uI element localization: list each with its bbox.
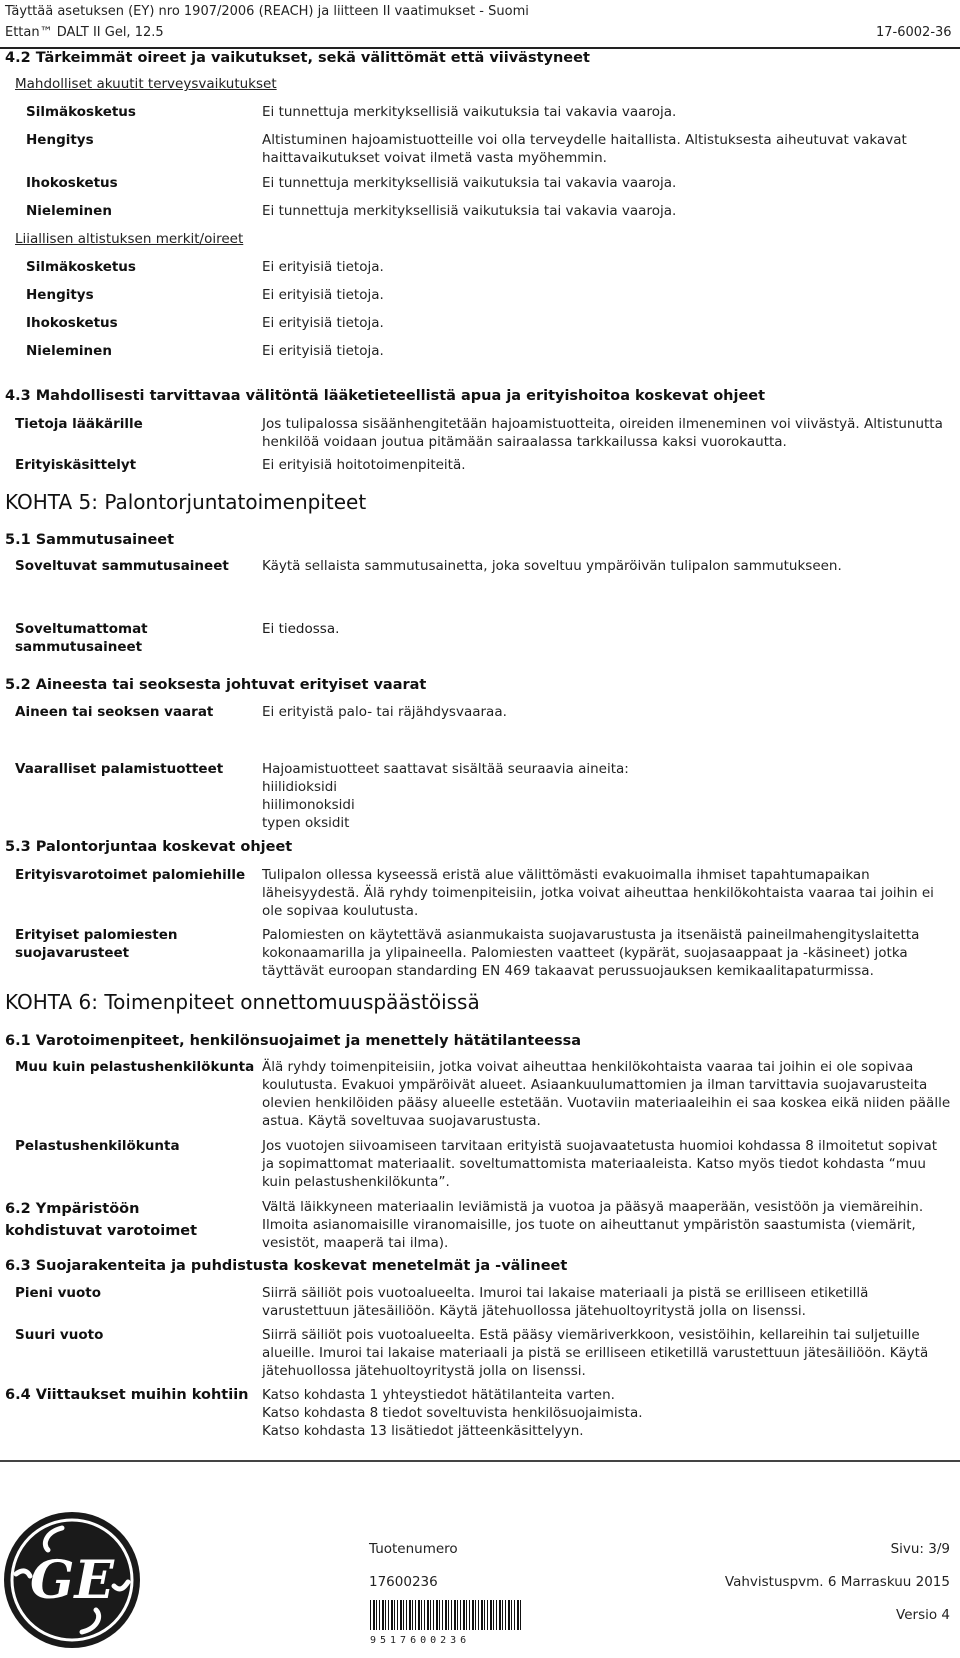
combustion-line: hiilidioksidi xyxy=(262,779,338,795)
approval-date: Vahvistuspvm. 6 Marraskuu 2015 xyxy=(724,1574,950,1590)
acute-ingestion-label: Nieleminen xyxy=(26,203,112,219)
document-code: 17-6002-36 xyxy=(876,25,952,40)
special-treatment-value: Ei erityisiä hoitotoimenpiteitä. xyxy=(262,457,466,473)
section-5-1-title: 5.1 Sammutusaineet xyxy=(5,532,175,548)
combustion-products-value xyxy=(262,760,952,832)
version: Versio 4 xyxy=(896,1607,950,1623)
small-spill-value: Siirrä säiliöt pois vuotoalueelta. Imuroi tai lakaise materiaali ja pistä se erilliseen etiketillä varustettuun jätesäiliöön. Käytä jätehuollossa jätehuoltoyritystä jolla on lisenssi. xyxy=(262,1285,869,1319)
section-6-title: KOHTA 6: Toimenpiteet onnettomuuspäästöissä xyxy=(5,990,480,1014)
firefighter-precautions-label: Erityisvarotoimet palomiehille xyxy=(15,867,246,883)
product-number-label: Tuotenumero xyxy=(369,1541,458,1557)
barcode-digits: 9517600236 xyxy=(370,1635,471,1646)
non-emergency-value: Älä ryhdy toimenpiteisiin, jotka voivat aiheuttaa henkilökohtaista vaaraa tai joihin ei ole sopivaa koulutusta. Evakuoi ympäröivät alueet. Asiaankuulumattomien ja ilman tarvittavia suojavarusteita olevien henkilöiden pääsy alueelle estetään. Vuotaviin materiaaleihin ei saa koskea eikä niiden päälle astua. Käytä soveltuvaa suojavarustusta. xyxy=(262,1059,951,1129)
acute-inhalation-value: Altistuminen hajoamistuotteille voi olla terveydelle haitallista. Altistuksesta aiheutuvat vakavat haittavaikutukset voivat ilmetä vasta myöhemmin. xyxy=(262,132,907,166)
acute-inhalation-label: Hengitys xyxy=(26,132,94,148)
over-ingestion-value: Ei erityisiä tietoja. xyxy=(262,343,384,359)
acute-eye-value: Ei tunnettuja merkityksellisiä vaikutuksia tai vakavia vaaroja. xyxy=(262,104,677,120)
acute-ingestion-value: Ei tunnettuja merkityksellisiä vaikutuksia tai vakavia vaaroja. xyxy=(262,203,677,219)
regulation-header: Täyttää asetuksen (EY) nro 1907/2006 (REACH) ja liitteen II vaatimukset - Suomi xyxy=(5,4,529,19)
suitable-media-value: Käytä sellaista sammutusainetta, joka soveltuu ympäröivän tulipalon sammutukseen. xyxy=(262,558,842,574)
barcode xyxy=(370,1600,522,1630)
emergency-responders-label: Pelastushenkilökunta xyxy=(15,1138,180,1154)
section-6-1-title: 6.1 Varotoimenpiteet, henkilönsuojaimet ja menettely hätätilanteessa xyxy=(5,1033,582,1049)
firefighter-precautions-value: Tulipalon ollessa kyseessä eristä alue välittömästi evakuoimalla ihmiset tapahtumapaikan läheisyydestä. Älä ryhdy toimenpiteisiin, jotka voivat aiheuttaa henkilökohtaista vaaraa tai joihin ei ole sopivaa koulutusta. xyxy=(262,867,934,919)
mixture-hazards-value: Ei erityistä palo- tai räjähdysvaaraa. xyxy=(262,704,507,720)
product-number: 17600236 xyxy=(369,1574,438,1590)
large-spill-value: Siirrä säiliöt pois vuotoalueelta. Estä pääsy viemäriverkkoon, vesistöihin, kellareihin tai suljetuille alueille. Imuroi tai lakaise materiaali ja pistä se erilliseen etiketillä varustettuun jätesäiliöön. Käytä jätehuollossa jätehuoltoyritystä jolla on lisenssi. xyxy=(262,1327,929,1379)
section-5-title: KOHTA 5: Palontorjuntatoimenpiteet xyxy=(5,490,367,514)
page-indicator: Sivu: 3/9 xyxy=(890,1541,950,1557)
overexposure-heading: Liiallisen altistuksen merkit/oireet xyxy=(15,231,244,247)
emergency-responders-value: Jos vuotojen siivoamiseen tarvitaan erityistä suojavaatetusta huomioi kohdassa 8 ilmoitetut sopivat ja sopimattomat materiaalit. soveltumattomista materiaaleista. Katso myös tiedot kohdasta “muu kuin pelastushenkilökunta”. xyxy=(262,1138,938,1190)
section-6-2-label: 6.2 Ympäristöön kohdistuvat varotoimet xyxy=(5,1201,198,1239)
section-5-3-title: 5.3 Palontorjuntaa koskevat ohjeet xyxy=(5,839,293,855)
over-skin-label: Ihokosketus xyxy=(26,315,118,331)
reference-line: Katso kohdasta 13 lisätiedot jätteenkäsittelyyn. xyxy=(262,1423,584,1439)
over-ingestion-label: Nieleminen xyxy=(26,343,112,359)
acute-skin-label: Ihokosketus xyxy=(26,175,118,191)
over-skin-value: Ei erityisiä tietoja. xyxy=(262,315,384,331)
product-name: Ettan™ DALT II Gel, 12.5 xyxy=(5,25,164,40)
over-inhalation-value: Ei erityisiä tietoja. xyxy=(262,287,384,303)
firefighter-equipment-value: Palomiesten on käytettävä asianmukaista suojavarustusta ja itsenäistä paineilmahengityslaitetta kokonaamarilla ja ylipaineella. Palomiesten vaatteet (kypärät, suojasaappaat ja -käsineet) jotka täyttävät euroopan standarding EN 469 takaavat perussuojauksen kemikaalitapaturmissa. xyxy=(262,927,920,979)
ge-logo-icon xyxy=(2,1510,142,1650)
over-eye-label: Silmäkosketus xyxy=(26,259,136,275)
firefighter-equipment-label: Erityiset palomiesten suojavarusteet xyxy=(15,927,178,961)
footer-divider xyxy=(0,1460,960,1462)
combustion-line: hiilimonoksidi xyxy=(262,797,355,813)
acute-eye-label: Silmäkosketus xyxy=(26,104,136,120)
section-6-3-title: 6.3 Suojarakenteita ja puhdistusta koskevat menetelmät ja -välineet xyxy=(5,1258,568,1274)
non-emergency-label: Muu kuin pelastushenkilökunta xyxy=(15,1059,255,1075)
over-inhalation-label: Hengitys xyxy=(26,287,94,303)
section-6-2-value: Vältä läikkyneen materiaalin leviämistä ja vuotoa ja pääsyä maaperään, vesistöön ja viemäreihin. Ilmoita asianomaisille viranomaisille, jos tuote on aiheuttanut ympäristön saastumista (viemärit, vesistöt, maaperä tai ilma). xyxy=(262,1199,924,1251)
combustion-line: Hajoamistuotteet saattavat sisältää seuraavia aineita: xyxy=(262,761,629,777)
doctors-value: Jos tulipalossa sisäänhengitetään hajoamistuotteita, oireiden ilmeneminen voi viivästyä. Altistunutta henkilöä voidaan joutua pitämään sairaalassa tarkkailussa kaksi vuorokautta. xyxy=(262,416,943,450)
section-6-4-label: 6.4 Viittaukset muihin kohtiin xyxy=(5,1387,249,1403)
acute-effects-heading: Mahdolliset akuutit terveysvaikutukset xyxy=(15,76,277,92)
mixture-hazards-label: Aineen tai seoksen vaarat xyxy=(15,704,214,720)
combustion-products-label: Vaaralliset palamistuotteet xyxy=(15,761,224,777)
section-5-2-title: 5.2 Aineesta tai seoksesta johtuvat erityiset vaarat xyxy=(5,677,427,693)
unsuitable-media-label: Soveltumattomat sammutusaineet xyxy=(15,621,148,655)
section-6-4-value xyxy=(262,1386,952,1440)
small-spill-label: Pieni vuoto xyxy=(15,1285,102,1301)
reference-line: Katso kohdasta 1 yhteystiedot hätätilanteita varten. xyxy=(262,1387,615,1403)
suitable-media-label: Soveltuvat sammutusaineet xyxy=(15,558,229,574)
doctors-label: Tietoja lääkärille xyxy=(15,416,143,432)
unsuitable-media-value: Ei tiedossa. xyxy=(262,621,340,637)
special-treatment-label: Erityiskäsittelyt xyxy=(15,457,137,473)
reference-line: Katso kohdasta 8 tiedot soveltuvista henkilösuojaimista. xyxy=(262,1405,643,1421)
logo-text: GE xyxy=(29,1550,115,1611)
combustion-line: typen oksidit xyxy=(262,815,350,831)
section-4-2-title: 4.2 Tärkeimmät oireet ja vaikutukset, sekä välittömät että viivästyneet xyxy=(5,50,590,66)
acute-skin-value: Ei tunnettuja merkityksellisiä vaikutuksia tai vakavia vaaroja. xyxy=(262,175,677,191)
over-eye-value: Ei erityisiä tietoja. xyxy=(262,259,384,275)
large-spill-label: Suuri vuoto xyxy=(15,1327,104,1343)
section-4-3-title: 4.3 Mahdollisesti tarvittavaa välitöntä lääketieteellistä apua ja erityishoitoa koskevat ohjeet xyxy=(5,388,766,404)
